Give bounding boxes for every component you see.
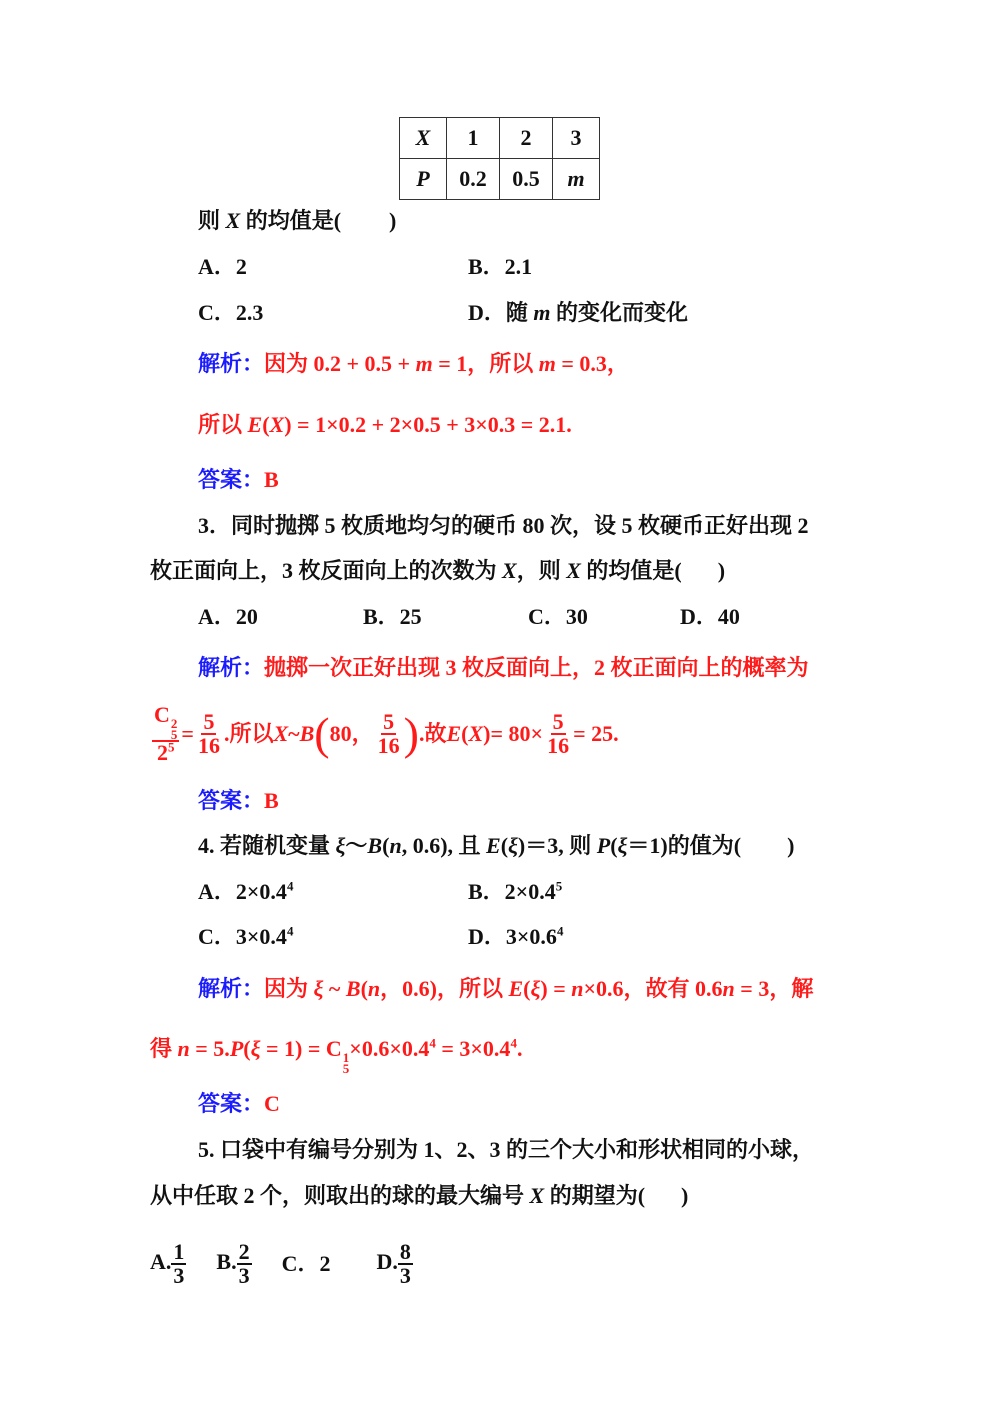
q5-option-b: B. $\frac{2}{3}$ (216, 1239, 250, 1288)
answer-label: 答案： (198, 1091, 265, 1116)
q2-option-c: C．2.3 (198, 300, 264, 325)
table-row-p (400, 159, 600, 200)
distribution-table (399, 117, 600, 200)
q5-stem-line2: 从中任取 2 个，则取出的球的最大编号 X 的期望为( ) (150, 1183, 689, 1208)
answer-value: B (264, 788, 279, 813)
fraction: C 2 5 $2^5$ (154, 702, 178, 765)
fraction: $\frac{5}{16}$ (197, 709, 220, 758)
q5-stem-line1: 5. 口袋中有编号分别为 1、2、3 的三个大小和形状相同的小球， (198, 1137, 815, 1162)
q3-analysis-line1: 解析：抛掷一次正好出现 3 枚反面向上，2 枚正面向上的概率为 (198, 655, 809, 680)
table-cell: 1 (447, 118, 500, 159)
q4-option-d: D．$3\times 0.6^4$ (468, 923, 564, 949)
q2-option-b: B．2.1 (468, 254, 533, 279)
q5-option-a: A. $\frac{1}{3}$ (150, 1239, 185, 1288)
table-header-x: X (400, 118, 447, 159)
q3-option-a: A．20 (198, 604, 258, 629)
q2-stem: 则 X 的均值是( ) (198, 208, 397, 233)
q3-option-c: C．30 (528, 604, 588, 629)
q2-answer (198, 465, 279, 495)
fraction: $\frac{5}{16}$ (377, 709, 400, 758)
table-cell: 3 (553, 118, 600, 159)
q5-option-c: C．2 (281, 1251, 331, 1276)
q3-analysis-line2: C 2 5 $2^5$ = $\frac{5}{16}$ .所以 X ~ B ( 80， $\frac{5}{16}$ ) .故 E ( X ) = 80× $\frac{5}{16}$ = 25. (154, 702, 619, 765)
answer-label: 答案： (198, 788, 265, 813)
q4-answer (198, 1089, 280, 1119)
q4-option-c: C．$3\times 0.4^4$ (198, 923, 294, 949)
q5-options (150, 1238, 413, 1290)
q4-option-b: B．$2\times 0.4^5$ (468, 878, 563, 904)
answer-label: 答案： (198, 467, 265, 492)
table-header-p: P (400, 159, 447, 200)
q3-stem-line1: 3．同时抛掷 5 枚质地均匀的硬币 80 次，设 5 枚硬币正好出现 2 (198, 513, 809, 538)
q2-analysis-line1: 解析：因为 0.2 + 0.5 + m = 1，所以 m = 0.3， (198, 351, 629, 376)
q3-option-d: D．40 (680, 604, 740, 629)
q3-option-b: B．25 (363, 604, 422, 629)
q2-option-d: D．随 m 的变化而变化 (468, 300, 689, 325)
q4-stem: 4. 若随机变量 ξ～B(n, 0.6), 且 E(ξ)＝3, 则 P(ξ＝1)的值为( ) (198, 833, 795, 858)
table-cell: 2 (500, 118, 553, 159)
q3-stem-line2: 枚正面向上，3 枚反面向上的次数为 X，则 X 的均值是( ) (150, 558, 726, 583)
q2-analysis-line2: 所以 E(X) = 1×0.2 + 2×0.5 + 3×0.3 = 2.1. (198, 412, 572, 437)
table-cell: 0.2 (447, 159, 500, 200)
analysis-label: 解析： (198, 655, 265, 680)
q3-answer (198, 786, 279, 816)
fraction: $\frac{5}{16}$ (547, 709, 570, 758)
answer-value: B (264, 467, 279, 492)
answer-value: C (264, 1091, 280, 1116)
table-cell: 0.5 (500, 159, 553, 200)
q4-option-a: A．$2\times 0.4^4$ (198, 878, 294, 904)
q2-option-a: A．2 (198, 254, 247, 279)
q4-analysis-line1: 解析：因为 ξ ~ B(n，0.6)，所以 E(ξ) = n×0.6，故有 0.6n = 3，解 (198, 976, 814, 1001)
q5-option-d: D. $\frac{8}{3}$ (376, 1239, 411, 1288)
analysis-label: 解析： (198, 351, 265, 376)
analysis-label: 解析： (198, 976, 265, 1001)
q4-analysis-line2: 得 n = 5.P(ξ = 1) = C 1 5 $\times 0.6\times 0.4^4 = 3\times 0.4^4$. (150, 1035, 523, 1076)
table-cell: m (553, 159, 600, 200)
table-row-x (400, 118, 600, 159)
